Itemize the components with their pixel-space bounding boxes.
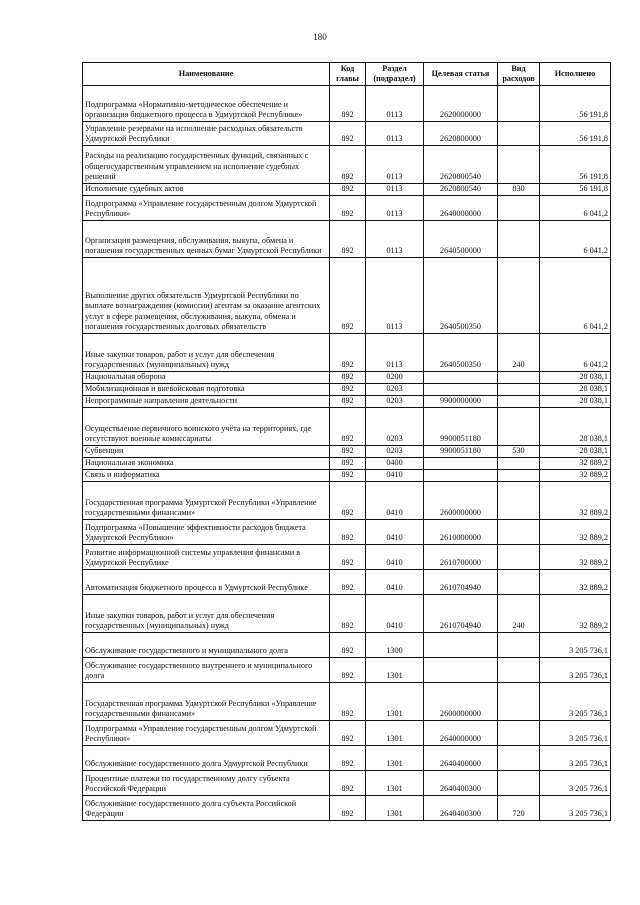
row-target: 2620800540: [424, 184, 498, 196]
row-code: 892: [330, 184, 366, 196]
row-section: 0203: [366, 396, 424, 408]
table-row: [83, 408, 611, 446]
table-row: [83, 570, 611, 595]
row-code: 892: [330, 683, 366, 721]
row-name: Выполнение других обязательств Удмуртской Республики по выплате вознаграждения (комиссии) агентам за оказание агентских услуг в сфере размещения, обслуживания, выкупа, обмена и погашения государственных долговых обязательств: [83, 258, 330, 334]
row-target: 2640500000: [424, 221, 498, 258]
row-amount: 3 205 736,1: [540, 721, 611, 746]
table-row: [83, 658, 611, 683]
row-code: 892: [330, 446, 366, 458]
row-name: Иные закупки товаров, работ и услуг для обеспечения государственных (муниципальных) нужд: [83, 595, 330, 633]
row-type: [498, 122, 540, 146]
row-amount: 28 038,1: [540, 446, 611, 458]
row-name: Государственная программа Удмуртской Республики «Управление государственными финансами»: [83, 683, 330, 721]
row-code: 892: [330, 545, 366, 570]
row-name: Иные закупки товаров, работ и услуг для обеспечения государственных (муниципальных) нужд: [83, 334, 330, 372]
row-target: 2640000000: [424, 721, 498, 746]
row-name: Подпрограмма «Управление государственным долгом Удмуртской Республики»: [83, 721, 330, 746]
table-row: [83, 446, 611, 458]
row-type: [498, 746, 540, 771]
row-section: 0203: [366, 384, 424, 396]
row-section: 0113: [366, 258, 424, 334]
row-code: 892: [330, 746, 366, 771]
column-header-amount: Исполнено: [540, 63, 611, 86]
row-target: 2610704940: [424, 570, 498, 595]
row-target: [424, 384, 498, 396]
row-target: 9900051180: [424, 408, 498, 446]
row-section: 1301: [366, 721, 424, 746]
row-name: Подпрограмма «Управление государственным долгом Удмуртской Республики»: [83, 196, 330, 221]
table-row: [83, 683, 611, 721]
row-name: Обслуживание государственного долга субъекта Российской Федерации: [83, 796, 330, 821]
row-code: 892: [330, 721, 366, 746]
table-row: [83, 396, 611, 408]
table-row: [83, 86, 611, 122]
row-amount: 3 205 736,1: [540, 746, 611, 771]
row-type: 240: [498, 334, 540, 372]
row-type: [498, 258, 540, 334]
row-type: 830: [498, 184, 540, 196]
table-row: [83, 184, 611, 196]
row-target: 2640400300: [424, 771, 498, 796]
table-row: [83, 146, 611, 184]
row-section: 1301: [366, 796, 424, 821]
row-name: Связь и информатика: [83, 470, 330, 482]
column-header-section: Раздел (подраздел): [366, 63, 424, 86]
row-code: 892: [330, 384, 366, 396]
row-name: Непрограммные направления деятельности: [83, 396, 330, 408]
row-amount: 6 041,2: [540, 196, 611, 221]
row-amount: 3 205 736,1: [540, 683, 611, 721]
row-amount: 28 038,1: [540, 384, 611, 396]
row-type: [498, 545, 540, 570]
row-section: 1301: [366, 746, 424, 771]
row-amount: 6 041,2: [540, 221, 611, 258]
row-target: 2620000000: [424, 86, 498, 122]
row-amount: 32 889,2: [540, 470, 611, 482]
row-section: 0113: [366, 334, 424, 372]
row-target: [424, 633, 498, 658]
row-section: 0113: [366, 86, 424, 122]
column-header-target: Целевая статья: [424, 63, 498, 86]
row-code: 892: [330, 408, 366, 446]
row-name: Исполнение судебных актов: [83, 184, 330, 196]
row-section: 1300: [366, 633, 424, 658]
row-code: 892: [330, 470, 366, 482]
row-type: [498, 570, 540, 595]
row-target: 2640400300: [424, 796, 498, 821]
row-target: 2600000000: [424, 683, 498, 721]
row-type: [498, 658, 540, 683]
row-target: 2640400000: [424, 746, 498, 771]
table-row: [83, 458, 611, 470]
row-target: 2620800540: [424, 146, 498, 184]
row-section: 0113: [366, 146, 424, 184]
row-section: 0410: [366, 520, 424, 545]
row-code: 892: [330, 372, 366, 384]
row-amount: 56 191,8: [540, 146, 611, 184]
row-amount: 32 889,2: [540, 595, 611, 633]
row-section: 0113: [366, 184, 424, 196]
row-section: 0203: [366, 408, 424, 446]
row-code: 892: [330, 658, 366, 683]
row-target: 2640500350: [424, 258, 498, 334]
row-name: Субвенции: [83, 446, 330, 458]
row-section: 0410: [366, 482, 424, 520]
row-section: 0410: [366, 595, 424, 633]
row-amount: 28 038,1: [540, 372, 611, 384]
row-type: [498, 482, 540, 520]
row-amount: 32 889,2: [540, 545, 611, 570]
table-row: [83, 746, 611, 771]
row-code: 892: [330, 482, 366, 520]
row-type: 530: [498, 446, 540, 458]
row-amount: 3 205 736,1: [540, 633, 611, 658]
row-type: [498, 721, 540, 746]
row-amount: 3 205 736,1: [540, 658, 611, 683]
row-target: 2610704940: [424, 595, 498, 633]
row-amount: 32 889,2: [540, 482, 611, 520]
row-type: 720: [498, 796, 540, 821]
row-code: 892: [330, 86, 366, 122]
row-section: 1301: [366, 683, 424, 721]
row-name: Расходы на реализацию государственных функций, связанных с общегосударственным управлением на исполнение судебных решений: [83, 146, 330, 184]
row-type: [498, 458, 540, 470]
row-name: Управление резервами на исполнение расходных обязательств Удмуртской Республики: [83, 122, 330, 146]
table-row: [83, 796, 611, 821]
row-target: [424, 470, 498, 482]
row-type: [498, 520, 540, 545]
row-amount: 3 205 736,1: [540, 796, 611, 821]
row-name: Подпрограмма «Повышение эффективности расходов бюджета Удмуртской Республики»: [83, 520, 330, 545]
row-section: 0203: [366, 446, 424, 458]
row-name: Подпрограмма «Нормативно-методическое обеспечение и организация бюджетного процесса в Удмуртской Республике»: [83, 86, 330, 122]
row-target: 9900000000: [424, 396, 498, 408]
row-section: 1301: [366, 771, 424, 796]
table-row: [83, 633, 611, 658]
page-number: 180: [313, 32, 327, 42]
row-section: 0113: [366, 122, 424, 146]
row-amount: 32 889,2: [540, 458, 611, 470]
row-code: 892: [330, 334, 366, 372]
row-target: [424, 372, 498, 384]
table-header-row: [83, 63, 611, 86]
row-type: [498, 683, 540, 721]
row-section: 0113: [366, 196, 424, 221]
row-type: [498, 633, 540, 658]
row-type: [498, 396, 540, 408]
table-row: [83, 595, 611, 633]
row-code: 892: [330, 396, 366, 408]
row-section: 0410: [366, 570, 424, 595]
row-name: Процентные платежи по государственному долгу субъекта Российской Федерации: [83, 771, 330, 796]
table-row: [83, 372, 611, 384]
row-code: 892: [330, 595, 366, 633]
row-code: 892: [330, 458, 366, 470]
row-name: Организация размещения, обслуживания, выкупа, обмена и погашения государственных ценных бумаг Удмуртской Республики: [83, 221, 330, 258]
row-type: [498, 384, 540, 396]
row-target: 2610000000: [424, 520, 498, 545]
row-type: [498, 86, 540, 122]
row-amount: 32 889,2: [540, 520, 611, 545]
row-amount: 6 041,2: [540, 334, 611, 372]
row-code: 892: [330, 796, 366, 821]
row-type: [498, 372, 540, 384]
row-name: Обслуживание государственного внутреннего и муниципального долга: [83, 658, 330, 683]
table-row: [83, 721, 611, 746]
row-amount: 28 038,1: [540, 408, 611, 446]
column-header-code: Код главы: [330, 63, 366, 86]
row-name: Развитие информационной системы управления финансами в Удмуртской Республике: [83, 545, 330, 570]
row-section: 0400: [366, 458, 424, 470]
row-code: 892: [330, 122, 366, 146]
row-amount: 6 041,2: [540, 258, 611, 334]
row-name: Национальная оборона: [83, 372, 330, 384]
row-code: 892: [330, 258, 366, 334]
row-type: [498, 470, 540, 482]
row-code: 892: [330, 633, 366, 658]
row-section: 1301: [366, 658, 424, 683]
table-row: [83, 470, 611, 482]
table-row: [83, 334, 611, 372]
row-amount: 56 191,8: [540, 86, 611, 122]
row-amount: 32 889,2: [540, 570, 611, 595]
row-name: Автоматизация бюджетного процесса в Удмуртской Республике: [83, 570, 330, 595]
table-row: [83, 196, 611, 221]
row-target: 2610700000: [424, 545, 498, 570]
row-type: [498, 196, 540, 221]
row-amount: 3 205 736,1: [540, 771, 611, 796]
row-target: 2640000000: [424, 196, 498, 221]
table-row: [83, 122, 611, 146]
budget-execution-table: [82, 62, 611, 821]
table-row: [83, 221, 611, 258]
row-type: [498, 221, 540, 258]
row-name: Мобилизационная и вневойсковая подготовка: [83, 384, 330, 396]
table-row: [83, 771, 611, 796]
row-name: Осуществление первичного воинского учёта на территориях, где отсутствуют военные комиссариаты: [83, 408, 330, 446]
table-row: [83, 384, 611, 396]
row-type: [498, 771, 540, 796]
row-amount: 56 191,8: [540, 184, 611, 196]
row-type: 240: [498, 595, 540, 633]
table-row: [83, 482, 611, 520]
row-code: 892: [330, 221, 366, 258]
row-code: 892: [330, 146, 366, 184]
row-section: 0113: [366, 221, 424, 258]
row-name: Государственная программа Удмуртской Республики «Управление государственными финансами»: [83, 482, 330, 520]
table-row: [83, 545, 611, 570]
row-target: 2600000000: [424, 482, 498, 520]
row-section: 0410: [366, 545, 424, 570]
row-name: Обслуживание государственного и муниципального долга: [83, 633, 330, 658]
row-amount: 56 191,8: [540, 122, 611, 146]
row-amount: 28 038,1: [540, 396, 611, 408]
row-name: Национальная экономика: [83, 458, 330, 470]
column-header-name: Наименование: [83, 63, 330, 86]
row-section: 0410: [366, 470, 424, 482]
row-target: 9900051180: [424, 446, 498, 458]
row-code: 892: [330, 570, 366, 595]
row-type: [498, 146, 540, 184]
table-row: [83, 258, 611, 334]
row-section: 0200: [366, 372, 424, 384]
row-code: 892: [330, 520, 366, 545]
row-target: [424, 658, 498, 683]
column-header-type: Вид расходов: [498, 63, 540, 86]
row-target: 2640500350: [424, 334, 498, 372]
row-type: [498, 408, 540, 446]
row-name: Обслуживание государственного долга Удмуртской Республики: [83, 746, 330, 771]
table-row: [83, 520, 611, 545]
row-target: [424, 458, 498, 470]
row-code: 892: [330, 196, 366, 221]
row-code: 892: [330, 771, 366, 796]
row-target: 2620800000: [424, 122, 498, 146]
